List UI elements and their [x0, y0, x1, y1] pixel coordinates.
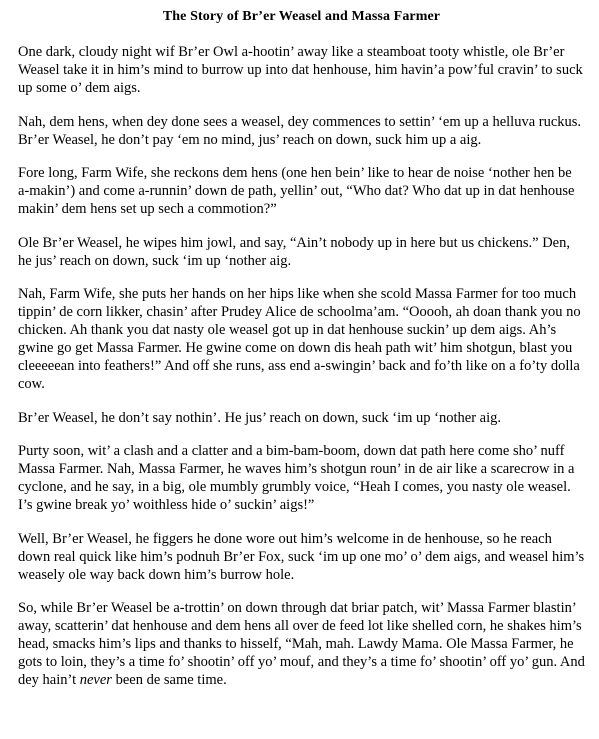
paragraph-2: Nah, dem hens, when dey done sees a weasel, dey commences to settin’ ‘em up a helluva ruckus. Br’er Weasel, he don’t pay ‘em no mind, jus’ reach on down, suck him up a aig.	[18, 113, 582, 148]
paragraph-5: Nah, Farm Wife, she puts her hands on her hips like when she scold Massa Farmer for too much tippin’ de corn likker, chasin’ after Prudey Alice de schoolma’am. “Ooooh, ah doan thank you no chicken. Ah thank you dat nasty ole weasel got up in dat henhouse suckin’ up dem aigs. Ah’s gwine go get Massa Farmer. He gwine come on down dis heah path wit’ him shotgun, blast you cleeeeean into feathers!” And off she runs, ass end a-swingin’ back and fo’th like on a fo’ty dolla cow.	[18, 286, 581, 392]
story-body	[18, 43, 585, 689]
paragraph-9-text-after: been de same time.	[111, 672, 227, 688]
paragraph-3: Fore long, Farm Wife, she reckons dem hens (one hen bein’ like to hear de noise ‘nother hen be a-makin’) and come a-runnin’ down de path, yellin’ out, “Who dat? Who dat up in dat henhouse makin’ dem hens set up sech a commotion?”	[18, 165, 575, 217]
paragraph-9	[18, 599, 585, 689]
paragraph-9-emphasis: never	[79, 672, 112, 688]
document-title: The Story of Br’er Weasel and Massa Farmer	[162, 9, 441, 24]
paragraph-7: Purty soon, wit’ a clash and a clatter and a bim-bam-boom, down dat path here come sho’ nuff Massa Farmer. Nah, Massa Farmer, he waves him’s shotgun roun’ in de air like a scarecrow in a cyclone, and he say, in a big, ole mumbly grumbly voice, “Heah I comes, you nasty ole weasel. I’s gwine break yo’ woithless hide o’ suckin’ aigs!”	[18, 443, 575, 513]
paragraph-8: Well, Br’er Weasel, he figgers he done wore out him’s welcome in de henhouse, so he reach down real quick like him’s podnuh Br’er Fox, suck ‘im up one mo’ o’ dem aigs, and weasel him’s weasely ole way back down him’s burrow hole.	[18, 530, 585, 583]
paragraph-9-text-before: So, while Br’er Weasel be a-trottin’ on down through dat briar patch, wit’ Massa Farmer blastin’ away, scatterin’ dat henhouse and dem hens all over de feed lot like shelled corn, he shakes him’s head, smacks him’s lips and thanks to hisself, “Mah, mah. Lawdy Mama. Ole Massa Farmer, he gots to loin, they’s a time fo’ shootin’ off yo’ mouf, and they’s a time fo’ shootin’ off yo’ gun. And dey hain’t	[18, 600, 585, 688]
paragraph-1: One dark, cloudy night wif Br’er Owl a-hootin’ away like a steamboat tooty whistle, ole Br’er Weasel take it in him’s mind to burrow up into dat henhouse, him havin’a pow’ful cravin’ to suck up some o’ dem aigs.	[18, 44, 583, 96]
paragraph-4: Ole Br’er Weasel, he wipes him jowl, and say, “Ain’t nobody up in here but us chickens.” Den, he jus’ reach on down, suck ‘im up ‘nother aig.	[18, 234, 570, 269]
paragraph-6: Br’er Weasel, he don’t say nothin’. He jus’ reach on down, suck ‘im up ‘nother aig.	[18, 409, 501, 426]
